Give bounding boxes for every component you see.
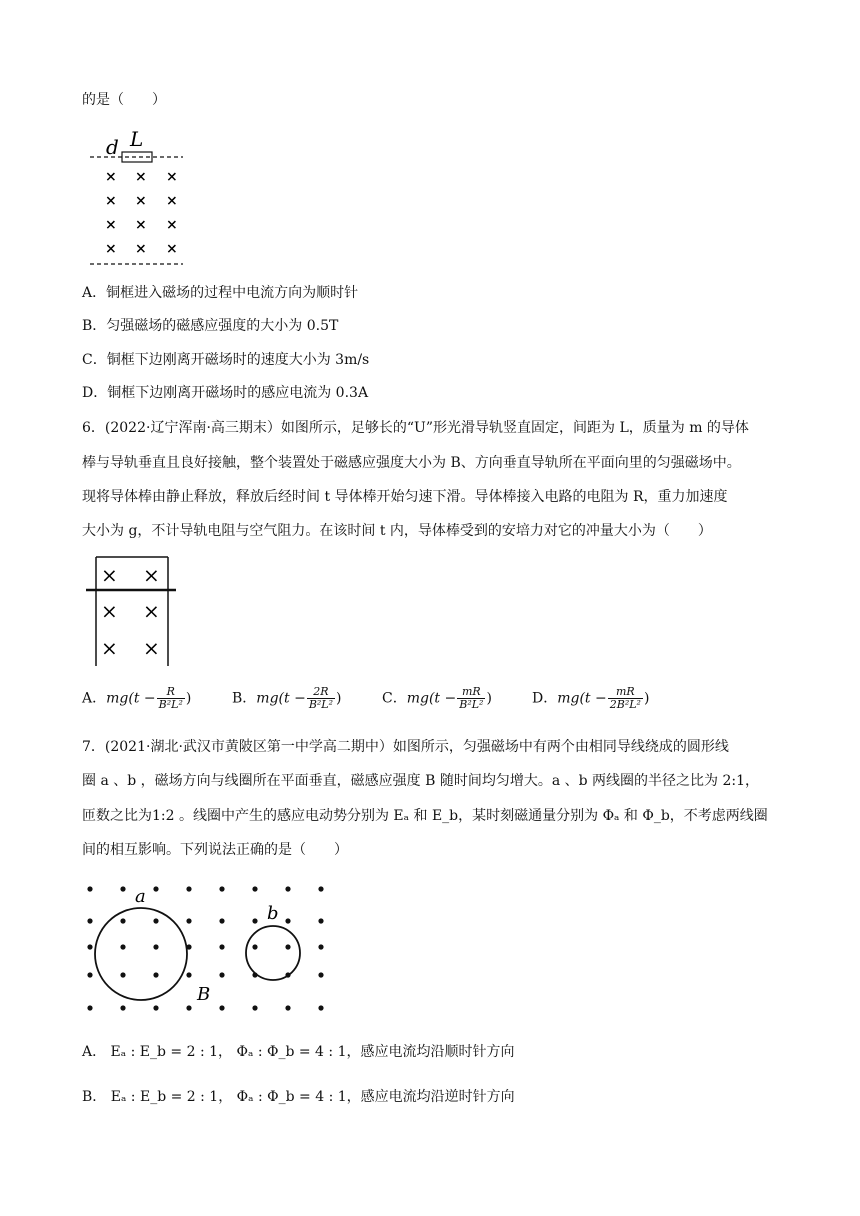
cross: ×: [143, 636, 160, 660]
field-dot: [153, 918, 158, 923]
cross: ×: [143, 563, 160, 587]
q6-option-b: B．mg(t − $\frac{2R}{\text{B²L²}}$ ): [232, 685, 342, 711]
field-dot: [219, 918, 224, 923]
cross: ×: [166, 241, 178, 257]
cross: ×: [135, 217, 147, 233]
q6-option-a: A．mg(t − $\frac{R}{\text{B²L²}}$ ): [82, 685, 192, 711]
field-dot: [318, 1005, 323, 1010]
q7-option-b: B． Eₐ : E_b = 2 : 1， Φₐ : Φ_b = 4 : 1，感应电流均沿逆时针方向: [82, 1089, 515, 1105]
cross: ×: [135, 169, 147, 185]
field-dot: [87, 1005, 92, 1010]
field-dot: [285, 886, 290, 891]
cross: ×: [105, 193, 117, 209]
field-dot: [153, 1005, 158, 1010]
field-dot: [153, 972, 158, 977]
q5-option-d: D．铜框下边刚离开磁场时的感应电流为 0.3A: [82, 385, 369, 401]
q5-option-c: C．铜框下边刚离开磁场时的速度大小为 3m/s: [82, 352, 370, 368]
field-dot: [120, 918, 125, 923]
field-dot: [318, 918, 323, 923]
cross: ×: [101, 636, 118, 660]
field-dot: [318, 972, 323, 977]
q7-stem-line-4: 间的相互影响。下列说法正确的是（ ）: [82, 842, 348, 858]
cross: ×: [101, 563, 118, 587]
q5-figure: [88, 124, 188, 270]
label-d: d: [106, 135, 119, 159]
cross: ×: [143, 599, 160, 623]
field-dot: [120, 944, 125, 949]
field-dot: [285, 918, 290, 923]
q6-stem-line-4: 大小为 g，不计导轨电阻与空气阻力。在该时间 t 内，导体棒受到的安培力对它的冲量大小为（ ）: [82, 523, 712, 539]
field-dot: [252, 944, 257, 949]
cross: ×: [166, 169, 178, 185]
field-dot: [186, 972, 191, 977]
field-dot: [285, 1005, 290, 1010]
field-dot: [186, 886, 191, 891]
q5-option-a: A．铜框进入磁场的过程中电流方向为顺时针: [82, 285, 359, 301]
cross: ×: [166, 217, 178, 233]
field-dot: [153, 944, 158, 949]
label-b: b: [267, 903, 279, 924]
field-dot: [120, 886, 125, 891]
cross: ×: [105, 217, 117, 233]
q7-figure: [80, 878, 336, 1018]
field-dot: [186, 1005, 191, 1010]
q6-stem-line-2: 棒与导轨垂直且良好接触，整个装置处于磁感应强度大小为 B、方向垂直导轨所在平面向里的匀强磁场中。: [82, 455, 741, 471]
field-dot: [318, 944, 323, 949]
coil-b: [246, 926, 300, 980]
q6-option-c: C．mg(t − $\frac{mR}{\text{B²L²}}$ ): [382, 685, 492, 711]
field-dot: [219, 886, 224, 891]
label-B: B: [197, 984, 211, 1005]
label-L: L: [130, 127, 144, 151]
cross: ×: [101, 599, 118, 623]
q6-stem-line-1: 6．(2022·辽宁浑南·高三期末）如图所示，足够长的“U”形光滑导轨竖直固定，间距为 L，质量为 m 的导体: [82, 420, 749, 436]
field-dot: [120, 1005, 125, 1010]
cross: ×: [166, 193, 178, 209]
field-dot: [318, 886, 323, 891]
q7-stem-line-3: 匝数之比为1:2 。线圈中产生的感应电动势分别为 Eₐ 和 E_b，某时刻磁通量分别为 Φₐ 和 Φ_b，不考虑两线圈: [82, 808, 768, 824]
cross: ×: [105, 241, 117, 257]
field-dot: [87, 918, 92, 923]
field-dot: [252, 918, 257, 923]
q7-option-a: A． Eₐ : E_b = 2 : 1， Φₐ : Φ_b = 4 : 1，感应电流均沿顺时针方向: [82, 1044, 515, 1060]
q6-field-crosses: [101, 563, 160, 660]
q6-figure: [84, 554, 180, 668]
field-dot: [87, 944, 92, 949]
field-dot: [252, 886, 257, 891]
q5-option-b: B．匀强磁场的磁感应强度的大小为 0.5T: [82, 318, 339, 334]
field-dot: [285, 944, 290, 949]
q5-field-crosses: [105, 169, 178, 257]
field-dot: [186, 918, 191, 923]
field-dot: [219, 944, 224, 949]
q6-option-d: D．mg(t − $\frac{mR}{\text{2B²L²}}$ ): [532, 685, 650, 711]
q7-stem-line-2: 圈 a 、b ，磁场方向与线圈所在平面垂直，磁感应强度 B 随时间均匀增大。a 、b 两线圈的半径之比为 2:1，: [82, 773, 760, 789]
field-dot: [120, 972, 125, 977]
field-dot: [219, 1005, 224, 1010]
label-a: a: [135, 886, 146, 907]
cross: ×: [135, 241, 147, 257]
cross: ×: [105, 169, 117, 185]
field-dot: [252, 1005, 257, 1010]
field-dot: [219, 972, 224, 977]
q6-stem-line-3: 现将导体棒由静止释放，释放后经时间 t 导体棒开始匀速下滑。导体棒接入电路的电阻为 R，重力加速度: [82, 489, 728, 505]
field-dot: [87, 886, 92, 891]
cross: ×: [135, 193, 147, 209]
q7-stem-line-1: 7．(2021·湖北·武汉市黄陂区第一中学高二期中）如图所示，匀强磁场中有两个由相同导线绕成的圆形线: [82, 739, 729, 755]
coil-a: [95, 908, 187, 1000]
field-dot: [87, 972, 92, 977]
q5-stem-tail: 的是（ ）: [82, 92, 166, 108]
field-dot: [153, 886, 158, 891]
